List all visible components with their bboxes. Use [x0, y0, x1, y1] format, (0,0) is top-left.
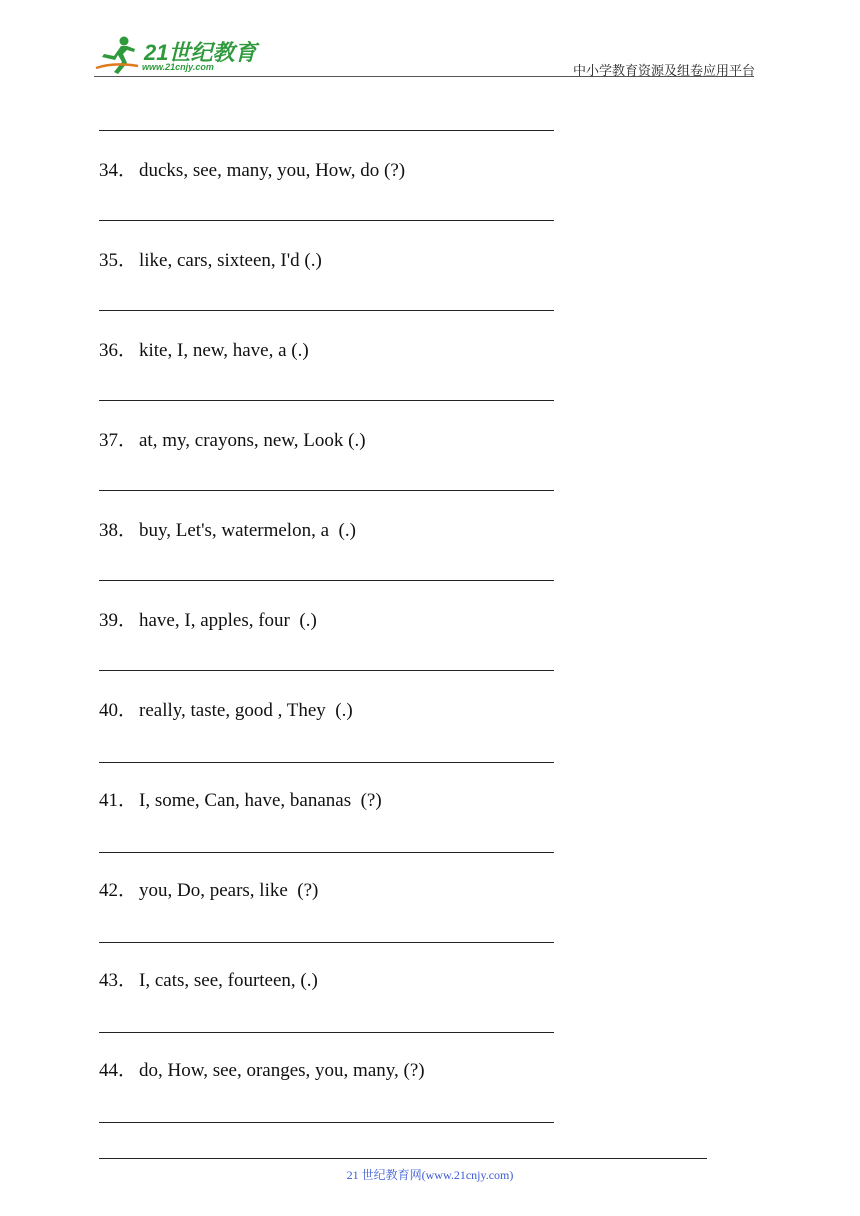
question-number: 39．	[99, 610, 138, 631]
question-text: do, How, see, oranges, you, many, (?)	[139, 1060, 425, 1081]
question-item	[99, 695, 353, 722]
question-number: 34．	[99, 160, 138, 181]
question-text: have, I, apples, four (.)	[139, 610, 317, 631]
page-header	[0, 0, 860, 80]
answer-line[interactable]	[99, 220, 554, 221]
question-item	[99, 155, 405, 182]
answer-line[interactable]	[99, 310, 554, 311]
question-text: really, taste, good , They (.)	[139, 700, 353, 721]
question-item	[99, 965, 318, 992]
question-text: buy, Let's, watermelon, a (.)	[139, 520, 356, 541]
question-number: 42．	[99, 880, 138, 901]
question-item	[99, 335, 309, 362]
question-number: 35．	[99, 250, 138, 271]
question-item	[99, 605, 317, 632]
answer-line[interactable]	[99, 490, 554, 491]
answer-line[interactable]	[99, 1032, 554, 1033]
question-number: 44．	[99, 1060, 138, 1081]
question-number: 36．	[99, 340, 138, 361]
question-item	[99, 785, 382, 812]
question-text: I, some, Can, have, bananas (?)	[139, 790, 382, 811]
question-number: 37．	[99, 430, 138, 451]
header-divider	[94, 76, 754, 77]
question-number: 43．	[99, 970, 138, 991]
platform-name: 中小学教育资源及组卷应用平台	[572, 64, 755, 79]
question-text: kite, I, new, have, a (.)	[139, 340, 309, 361]
question-number: 40．	[99, 700, 138, 721]
logo-text: 21世纪教育	[144, 40, 257, 65]
question-text: you, Do, pears, like (?)	[139, 880, 319, 901]
answer-line[interactable]	[99, 670, 554, 671]
answer-line[interactable]	[99, 942, 554, 943]
question-number: 38．	[99, 520, 138, 541]
logo-url: www.21cnjy.com	[142, 62, 214, 72]
question-text: I, cats, see, fourteen, (.)	[139, 970, 318, 991]
question-text: like, cars, sixteen, I'd (.)	[139, 250, 322, 271]
question-item	[99, 515, 356, 542]
question-item	[99, 1055, 425, 1082]
answer-line[interactable]	[99, 400, 554, 401]
answer-line[interactable]	[99, 580, 554, 581]
question-number: 41．	[99, 790, 138, 811]
answer-line[interactable]	[99, 1122, 554, 1123]
question-text: ducks, see, many, you, How, do (?)	[139, 160, 406, 181]
answer-line[interactable]	[99, 130, 554, 131]
answer-line[interactable]	[99, 762, 554, 763]
footer-text[interactable]: 21 世纪教育网(www.21cnjy.com)	[346, 1168, 514, 1182]
answer-line[interactable]	[99, 852, 554, 853]
question-item	[99, 425, 366, 452]
site-logo[interactable]	[94, 34, 264, 76]
question-item	[99, 875, 318, 902]
question-item	[99, 245, 322, 272]
footer-divider	[99, 1158, 707, 1159]
runner-logo-icon	[94, 34, 140, 76]
question-text: at, my, crayons, new, Look (.)	[139, 430, 366, 451]
